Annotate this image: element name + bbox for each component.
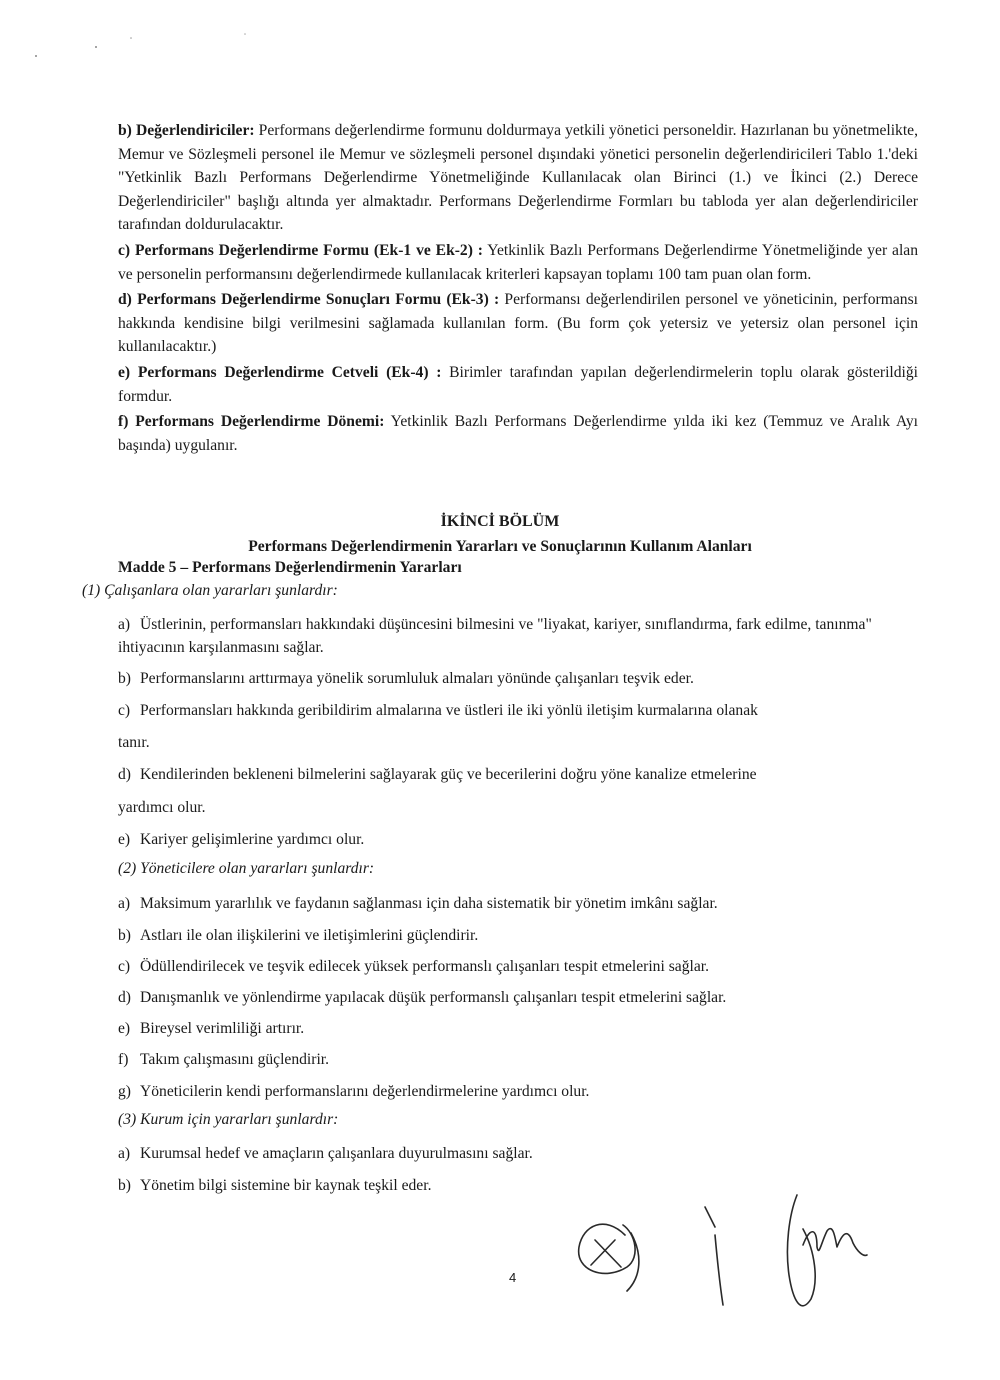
item-text: Üstlerinin, performansları hakkındaki düşüncesini bilmesini ve "liyakat, kariyer, sınıflandırma, fark edilme, tanınma" ihtiyacının karşılanmasını sağlar. [118, 616, 872, 656]
list-item [118, 667, 918, 690]
item-label: g) [118, 1083, 131, 1100]
item-text: Kurumsal hedef ve amaçların çalışanlara duyurulmasını sağlar. [140, 1145, 533, 1162]
item-text: Maksimum yararlılık ve faydanın sağlanması için daha sistematik bir yönetim imkânı sağlar. [140, 895, 718, 912]
section-title: İKİNCİ BÖLÜM [440, 513, 560, 530]
list-item [118, 986, 918, 1009]
item-label: c) [118, 702, 131, 719]
handwritten-signatures [565, 1185, 895, 1325]
definition-e [118, 361, 918, 408]
item-label: a) [118, 1145, 131, 1162]
group-title-managers: (2) Yöneticilere olan yararları şunlardır: [118, 860, 375, 877]
item-text: Yöneticilerin kendi performanslarını değerlendirmelerine yardımcı olur. [140, 1083, 590, 1100]
item-text: Performansları hakkında geribildirim almalarına ve üstleri ile iki yönlü iletişim kurmalarına olanak [140, 702, 758, 719]
group-title-employees: (1) Çalışanlara olan yararları şunlardır: [82, 582, 338, 599]
item-text: Takım çalışmasını güçlendirir. [140, 1051, 330, 1068]
item-label: d) [118, 766, 131, 783]
item-label: a) [118, 616, 131, 633]
definition-label: f) Performans Değerlendirme Dönemi: [118, 413, 385, 431]
item-label: f) [118, 1051, 129, 1068]
item-label: e) [118, 1020, 131, 1037]
item-label: e) [118, 831, 131, 848]
page-number: 4 [509, 1270, 517, 1285]
item-continuation: tanır. [118, 734, 150, 751]
definition-label: c) Performans Değerlendirme Formu (Ek-1 ve Ek-2) : [118, 241, 483, 259]
definition-label: b) Değerlendiriciler: [118, 122, 255, 139]
definition-label: d) Performans Değerlendirme Sonuçları Formu (Ek-3) : [118, 291, 500, 309]
list-item [118, 1048, 918, 1071]
list-item [118, 699, 918, 722]
group-title-institution: (3) Kurum için yararları şunlardır: [118, 1111, 339, 1128]
definition-label: e) Performans Değerlendirme Cetveli (Ek-4) : [118, 363, 442, 381]
item-text: Astları ile olan ilişkilerini ve iletişimlerini güçlendirir. [140, 927, 479, 944]
list-item [118, 924, 918, 947]
list-item [118, 892, 918, 915]
definition-c [118, 239, 918, 286]
item-text: Kendilerinden bekleneni bilmelerini sağlayarak güç ve becerilerini doğru yöne kanalize etmelerine [140, 766, 757, 783]
list-item [118, 613, 918, 659]
item-text: Bireysel verimliliği artırır. [140, 1020, 305, 1037]
section-subtitle: Performans Değerlendirmenin Yararları ve Sonuçlarının Kullanım Alanları [248, 538, 752, 555]
list-item [118, 955, 918, 978]
item-text: Danışmanlık ve yönlendirme yapılacak düşük performanslı çalışanları tespit etmelerini sağlar. [140, 989, 727, 1006]
list-item [118, 1080, 918, 1103]
definition-text: Birimler tarafından yapılan değerlendirmelerin toplu olarak gösterildiği formdur. [118, 363, 918, 405]
definition-text: Yetkinlik Bazlı Performans Değerlendirme yılda iki kez (Temmuz ve Aralık Ayı başında) uygulanır. [118, 413, 919, 454]
definitions-block [118, 119, 918, 459]
scan-specks [0, 0, 300, 70]
item-label: b) [118, 927, 131, 944]
definition-d [118, 288, 918, 359]
item-label: b) [118, 1177, 131, 1194]
item-label: a) [118, 895, 131, 912]
list-item [118, 1017, 918, 1040]
item-continuation: yardımcı olur. [118, 799, 206, 816]
item-text: Performanslarını arttırmaya yönelik sorumluluk almaları yönünde çalışanları teşvik eder. [140, 670, 694, 687]
definition-text: Performans değerlendirme formunu doldurmaya yetkili yönetici personeldir. Hazırlanan bu yönetmelikte, Memur ve Sözleşmeli personel ile Memur ve sözleşmeli personel dışındaki yönetici personelin değerlendiricileri Tablo 1.'deki "Yetkinlik Bazlı Performans Değerlendirme Yönetmeliğinde Kullanılacak olan Birinci (1.) ve İkinci (2.) Derece Değerlendiriciler" başlığı altında yer almaktadır. Performans Değerlendirme Formları bu tabloda yer alan değerlendiriciler tarafından doldurulacaktır. [118, 122, 918, 234]
list-item [118, 828, 918, 851]
item-text: Yönetim bilgi sistemine bir kaynak teşkil eder. [140, 1177, 432, 1194]
definition-b [118, 119, 918, 237]
item-text: Ödüllendirilecek ve teşvik edilecek yüksek performanslı çalışanları tespit etmelerini sağlar. [140, 958, 709, 975]
list-item [118, 1142, 918, 1165]
item-label: b) [118, 670, 131, 687]
definition-text: Performansı değerlendirilen personel ve yöneticinin, performansı hakkında kendisine bilgi verilmesini sağlamada kullanılan form. (Bu form çok yetersiz ve yetersiz olan personel için kullanılacaktır.) [118, 291, 918, 356]
list-item [118, 763, 918, 786]
item-text: Kariyer gelişimlerine yardımcı olur. [140, 831, 365, 848]
item-label: d) [118, 989, 131, 1006]
definition-f [118, 410, 918, 457]
item-label: c) [118, 958, 131, 975]
definition-text: Yetkinlik Bazlı Performans Değerlendirme Yönetmeliğinde yer alan ve personelin performansını değerlendirmede kullanılacak kriterleri kapsayan toplamı 100 tam puan olan form. [118, 241, 919, 283]
article-title: Madde 5 – Performans Değerlendirmenin Yararları [118, 559, 462, 576]
